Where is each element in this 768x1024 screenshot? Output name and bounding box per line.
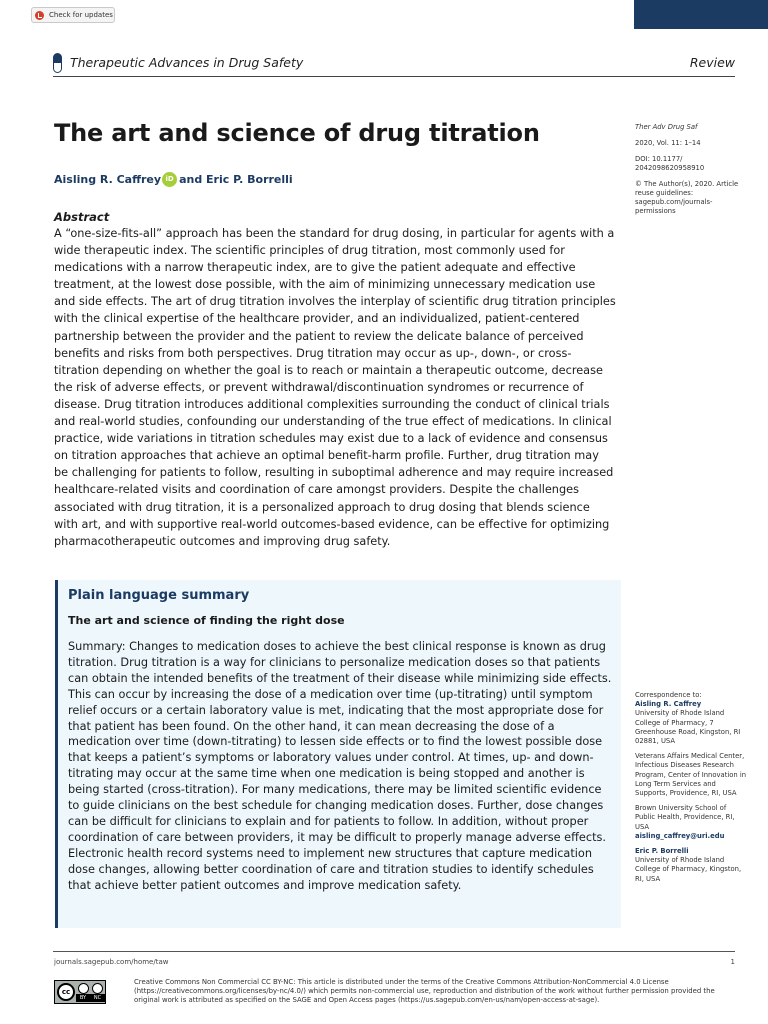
cc-nc-icon [92,983,103,994]
abstract-heading: Abstract [54,210,110,224]
plain-language-summary [55,580,621,928]
correspondence-name-borrelli: Eric P. Borrelli [635,847,689,856]
journal-url-link[interactable]: journals.sagepub.com/home/taw [54,958,169,966]
creative-commons-badge[interactable] [54,980,106,1004]
license-text: Creative Commons Non Commercial CC BY-NC: This article is distributed under the terms of the Creative Commons Attribution-NonCommercial 4.0 License (https://creativecommons.org/licenses/by-nc/4.0/) which permits non-commercial use, reproduction and distribution of the work without further permission provided the original work is attributed as specified on the SAGE and Open Access pages (https://us.sagepub.com/en-us/nam/open-access-at-sage). [134,978,715,1004]
article-title: The art and science of drug titration [54,119,540,147]
correspondence-block [635,691,747,890]
correspondence-label: Correspondence to: [635,691,702,699]
volume-info: 2020, Vol. 11: 1–14 [635,139,701,147]
correspondence-name-caffrey: Aisling R. Caffrey [635,700,702,709]
correspondence-address-uri: University of Rhode Island College of Pharmacy, 7 Greenhouse Road, Kingston, RI 02881, USA [635,709,741,746]
author-caffrey[interactable]: Aisling R. Caffrey [54,173,162,186]
author-list [54,172,293,187]
cc-badge-labels [76,994,105,1002]
summary-subtitle: The art and science of finding the right dose [68,614,345,627]
summary-heading: Plain language summary [68,588,250,603]
check-updates-label: Check for updates [49,11,113,19]
correspondence-address-brown: Brown University School of Public Health, Providence, RI, USA [635,804,735,831]
cc-nc-label: NC [93,995,102,1001]
page-number: 1 [730,958,735,966]
author-borrelli: and Eric P. Borrelli [179,173,293,186]
summary-text: Summary: Changes to medication doses to achieve the best clinical response is known as drug titration. Drug titration is a way for clinicians to personalize medication doses so that patients can obtain the intended benefits of the treatment of their disease while minimizing side effects. This can occur by increasing the dose of a medication over time (up-titrating) until symptom relief occurs or a certain laboratory value is met, indicating that the most appropriate dose for that patient has been found. On the other hand, it can mean decreasing the dose of a medication over time (down-titrating) to lessen side effects or to find the lowest possible dose that keeps a patient’s symptoms or laboratory values under control. At times, up- and down-titrating may occur at the same time when one medication is being stopped and another is being started (cross-titration). For many medications, there may be limited scientific evidence to guide clinicians on the best schedule for changing medication doses. Further, dose changes can be difficult for clinicians to explain and for patients to follow. In addition, without proper coordination of care between providers, it may be difficult to properly manage adverse effects. Electronic health record systems need to implement new structures that capture medication dose changes, allowing better coordination of care and titration studies to identify schedules that achieve better patient outcomes and improve medication safety. [68,640,612,892]
cc-logo-icon: cc [57,983,75,1001]
article-meta [635,123,745,223]
cc-by-label: BY [79,995,87,1001]
journal-logo-icon [53,53,62,73]
journal-name: Therapeutic Advances in Drug Safety [70,55,304,70]
correspondence-email[interactable]: aisling_caffrey@uri.edu [635,831,725,840]
correspondence-affiliations [635,804,747,841]
correspondence-intro [635,691,747,746]
correspondence-second-author [635,847,747,884]
footer-divider [53,951,735,952]
header-corner-bar [634,0,768,29]
orcid-icon[interactable]: iD [162,172,177,187]
check-for-updates-button[interactable] [31,7,115,23]
article-type: Review [689,55,735,70]
copyright-notice: © The Author(s), 2020. Article reuse guidelines: sagepub.com/journals-permissions [635,180,739,215]
correspondence-address-borrelli: University of Rhode Island College of Pharmacy, Kingston, RI, USA [635,856,742,883]
journal-abbreviation: Ther Adv Drug Saf [635,123,698,131]
cc-by-icon [78,983,89,994]
journal-header [53,52,735,77]
header-divider [53,76,735,77]
doi-link[interactable]: DOI: 10.1177/ 2042098620958910 [635,155,705,172]
abstract-text: A “one-size-fits-all” approach has been the standard for drug dosing, in particular for agents with a wide therapeutic index. The scientific principles of drug titration, most commonly used for medications with a narrow therapeutic index, are to give the patient adequate and effective treatment, at the lowest dose possible, with the aim of minimizing unnecessary medication use and side effects. The art of drug titration involves the interplay of scientific drug titration principles with the clinical expertise of the healthcare provider, and an individualized, patient-centered partnership between the provider and the patient to review the delicate balance of perceived benefits and risks from both perspectives. Drug titration may occur as up-, down-, or cross-titration depending on whether the goal is to reach or maintain a therapeutic outcome, decrease the risk of adverse effects, or prevent withdrawal/discontinuation syndromes or recurrence of disease. Drug titration introduces additional complexities surrounding the conduct of clinical trials and real-world studies, confounding our understanding of the true effect of medications. In clinical practice, wide variations in titration schedules may exist due to a lack of evidence and consensus on titration approaches that achieve an optimal benefit-harm profile. Further, drug titration may be challenging for patients to follow, resulting in suboptimal adherence and may require increased healthcare-related visits and coordination of care amongst providers. Despite the challenges associated with drug titration, it is a personalized approach to drug dosing that blends science with art, and with supportive real-world outcomes-based evidence, can be effective for optimizing pharmacotherapeutic outcomes and improving drug safety. [54,227,616,548]
check-updates-icon [35,11,44,20]
correspondence-address-va: Veterans Affairs Medical Center, Infectious Diseases Research Program, Center of Innovation in Long Term Services and Supports, Providence, RI, USA [635,752,747,798]
